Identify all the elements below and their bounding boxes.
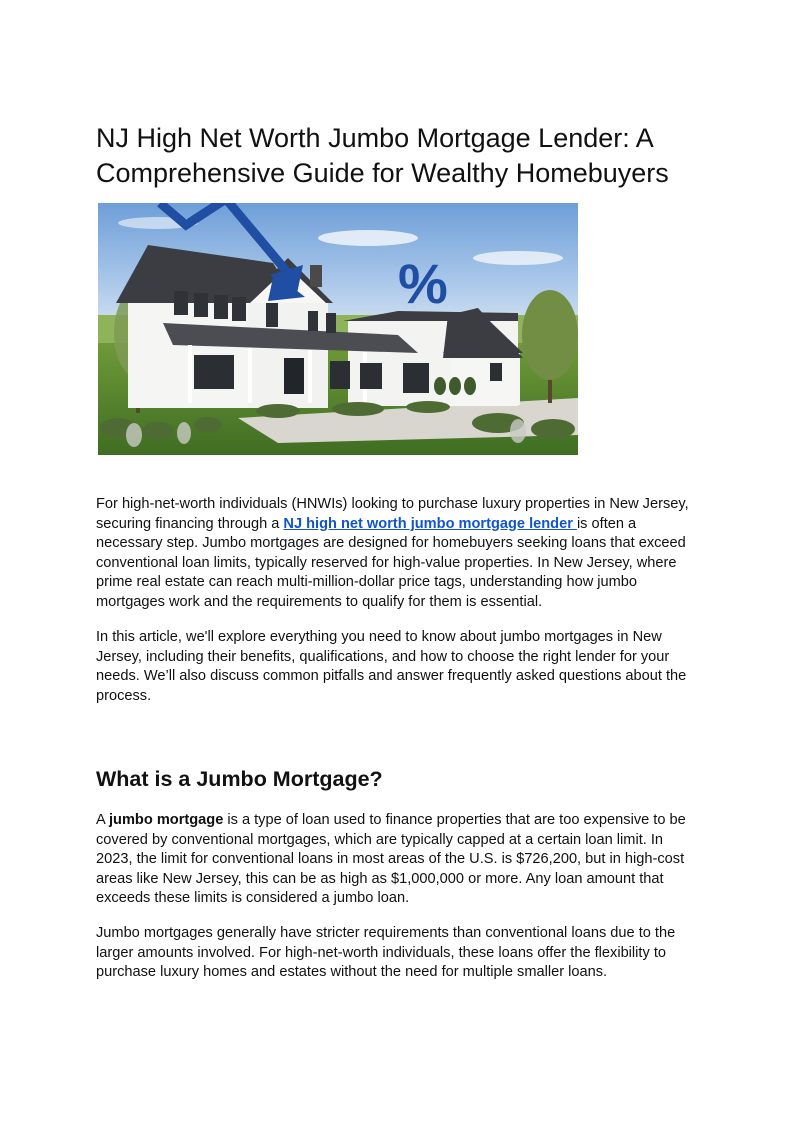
definition-paragraph [96,811,696,909]
section-heading-jumbo-mortgage: What is a Jumbo Mortgage? [96,767,383,791]
hero-image [98,203,578,455]
intro-text-start: For high-net-worth individuals (HNWIs) looking to purchase luxury properties in New Jersey, securing financing through a [96,496,689,532]
percent-icon: % [398,252,448,315]
definition-text-end: is a type of loan used to finance properties that are too expensive to be covered by conventional mortgages, which are typically capped at a certain loan limit. In 2023, the limit for conventional loans in most areas of the U.S. is $726,200, but in high-cost areas like New Jersey, this can be as high as $1,000,000 or more. Any loan amount that exceeds these limits is considered a jumbo loan. [96,812,686,907]
intro-paragraph-2: In this article, we'll explore everything you need to know about jumbo mortgages in New Jersey, including their benefits, qualifications, and how to choose the right lender for your needs. We’ll also discuss common pitfalls and answer frequently asked questions about the process. [96,629,687,704]
intro-text-end: is often a necessary step. Jumbo mortgages are designed for homebuyers seeking loans that exceed conventional loan limits, typically reserved for high-value properties. In New Jersey, where prime real estate can reach multi-million-dollar price tags, understanding how jumbo mortgages work and the requirements to qualify for them is essential. [96,515,686,610]
definition-term: jumbo mortgage [108,812,224,828]
article-title: NJ High Net Worth Jumbo Mortgage Lender: A Comprehensive Guide for Wealthy Homebuyers [96,123,669,188]
definition-text-start: A [96,812,109,828]
requirements-paragraph: Jumbo mortgages generally have stricter requirements than conventional loans due to the larger amounts involved. For high-net-worth individuals, these loans offer the flexibility to purchase luxury homes and estates without the need for multiple smaller loans. [96,925,676,981]
lender-link[interactable]: NJ high net worth jumbo mortgage lender [283,515,577,532]
intro-paragraph [96,495,696,613]
